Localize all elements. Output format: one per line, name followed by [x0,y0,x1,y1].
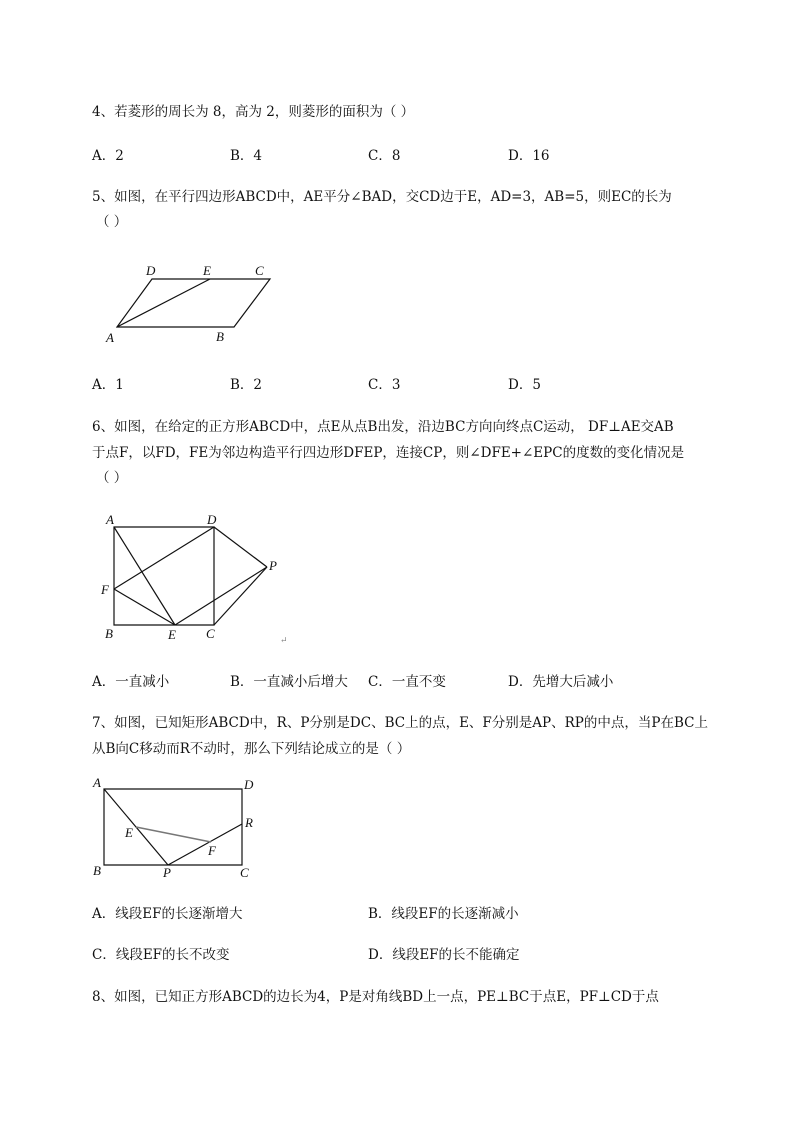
q7-option-c: C．线段EF的长不改变 [92,947,230,963]
q4-option-d: D．16 [508,148,550,164]
q6-segment-fe [114,589,175,625]
q6-label-b: B [105,626,113,641]
q7-label-d: D [244,777,254,792]
q7-label-c: C [240,865,249,880]
q5-parallelogram-abcd [117,279,270,327]
q6-label-d: D [207,512,217,527]
q5-label-c: C [255,263,264,278]
q7-option-d: D．线段EF的长不能确定 [368,947,520,963]
q8-stem-line1: 8、如图，已知正方形ABCD的边长为4，P是对角线BD上一点，PE⊥BC于点E，PF⊥CD于点 [92,989,659,1005]
q6-segment-ep [175,567,267,625]
q5-option-c: C．3 [368,377,401,393]
q6-option-c: C．一直不变 [368,674,446,690]
q7-figure-rectangle [90,775,270,885]
q6-segment-dp [214,527,267,567]
q7-option-b: B．线段EF的长逐渐减小 [368,906,519,922]
q7-segment-pr [168,824,242,865]
q4-option-c: C．8 [368,148,401,164]
q5-label-b: B [216,329,224,344]
q7-label-a: A [93,775,101,790]
q6-label-c: C [206,626,215,641]
q5-label-a: A [106,330,114,345]
return-mark-icon: ↵ [280,635,288,645]
q4-option-b: B．4 [230,148,263,164]
q6-option-b: B．一直减小后增大 [230,674,348,690]
q5-figure-parallelogram [100,260,300,350]
q5-option-a: A．1 [92,377,124,393]
q5-label-e: E [203,263,211,278]
q6-label-a: A [106,512,114,527]
q6-figure-square [100,512,300,645]
q6-segment-ae [114,527,175,625]
q6-stem-line2: 于点F，以FD，FE为邻边构造平行四边形DFEP，连接CP，则∠DFE+∠EPC的度数的变化情况是 [92,445,685,461]
q6-stem-line3: （ ） [96,470,128,486]
q7-label-p: P [163,865,171,880]
q7-stem-line1: 7、如图，已知矩形ABCD中，R、P分别是DC、BC上的点，E、F分别是AP、RP的中点，当P在BC上 [92,715,708,731]
q5-stem-line1: 5、如图，在平行四边形ABCD中，AE平分∠BAD，交CD边于E，AD=3，AB=5，则EC的长为 [92,189,672,205]
q5-option-b: B．2 [230,377,263,393]
q6-label-e: E [168,627,176,642]
q4-stem: 4、若菱形的周长为 8，高为 2，则菱形的面积为（ ） [92,104,415,120]
q7-label-b: B [93,863,101,878]
q6-label-f: F [101,582,109,597]
q6-option-a: A．一直减小 [92,674,170,690]
q5-stem-line2: （ ） [96,214,128,230]
q6-segment-fd [114,527,214,589]
q6-option-d: D．先增大后减小 [508,674,614,690]
q5-segment-ae [117,279,210,327]
q6-label-p: P [269,558,277,573]
q5-option-d: D．5 [508,377,541,393]
q7-option-a: A．线段EF的长逐渐增大 [92,906,243,922]
q7-label-r: R [245,815,253,830]
q4-option-a: A．2 [92,148,124,164]
q6-stem-line1: 6、如图，在给定的正方形ABCD中，点E从点B出发，沿边BC方向向终点C运动， DF⊥AE交AB [92,419,674,435]
q7-label-e: E [125,825,133,840]
q7-stem-line2: 从B向C移动而R不动时，那么下列结论成立的是（ ） [92,741,411,757]
q7-label-f: F [208,843,216,858]
q5-label-d: D [146,263,156,278]
